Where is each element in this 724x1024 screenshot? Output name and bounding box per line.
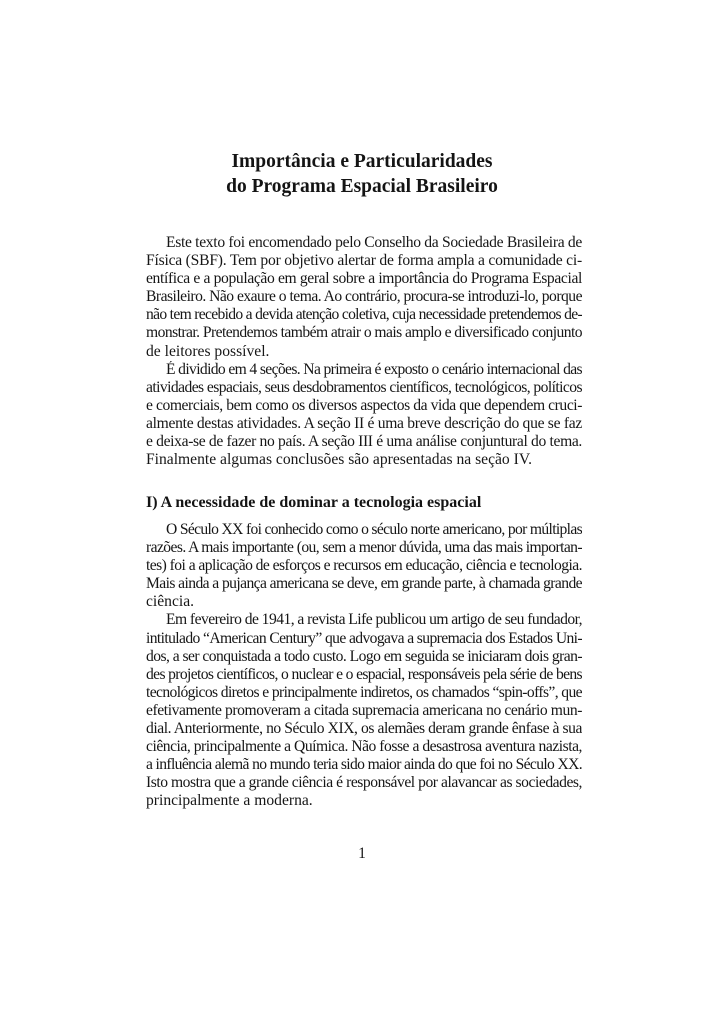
text-line: intitulado “American Century” que advogava a supremacia dos Estados Uni-: [146, 629, 582, 647]
intro-paragraph-1: [146, 234, 582, 361]
intro-paragraph-2: [146, 361, 582, 470]
title-line-1: Importância e Particularidades: [231, 151, 493, 172]
text-line: Isto mostra que a grande ciência é responsável por alavancar as sociedades,: [146, 774, 582, 792]
text-line: des projetos científicos, o nuclear e o espacial, responsáveis pela série de bens: [146, 665, 582, 683]
text-line: dial. Anteriormente, no Século XIX, os alemães deram grande ênfase à sua: [146, 720, 582, 738]
section-1-body: [146, 521, 582, 811]
text-line: Em fevereiro de 1941, a revista Life publicou um artigo de seu fundador,: [166, 611, 582, 629]
page-number: 1: [358, 845, 366, 862]
text-line: Brasileiro. Não exaure o tema. Ao contrário, procura-se introduzi-lo, porque: [146, 288, 582, 306]
text-line: O Século XX foi conhecido como o século norte americano, por múltiplas: [166, 521, 582, 538]
text-line: monstrar. Pretendemos também atrair o mais amplo e diversificado conjunto: [146, 324, 582, 342]
text-line: não tem recebido a devida atenção coletiva, cuja necessidade pretendemos de-: [146, 306, 582, 324]
text-line: Finalmente algumas conclusões são apresentadas na seção IV.: [146, 451, 532, 469]
text-line: e deixa-se de fazer no país. A seção III é uma análise conjuntural do tema.: [146, 433, 582, 451]
text-line: dos, a ser conquistada a todo custo. Logo em seguida se iniciaram dois gran-: [146, 647, 582, 665]
section-heading: I) A necessidade de dominar a tecnologia espacial: [146, 494, 482, 511]
text-line: Este texto foi encomendado pelo Conselho da Sociedade Brasileira de: [166, 234, 582, 251]
text-line: É dividido em 4 seções. Na primeira é exposto o cenário internacional das: [166, 360, 582, 378]
text-line: tes) foi a aplicação de esforços e recursos em educação, ciência e tecnologia.: [146, 557, 582, 575]
intro-section: [146, 234, 582, 469]
text-line: razões. A mais importante (ou, sem a menor dúvida, uma das mais importan-: [146, 539, 582, 557]
text-line: e comerciais, bem como os diversos aspectos da vida que dependem cruci-: [146, 396, 582, 414]
title-line-2: do Programa Espacial Brasileiro: [226, 176, 498, 197]
text-line: almente destas atividades. A seção II é uma breve descrição do que se faz: [146, 414, 582, 432]
text-line: de leitores possível.: [146, 342, 270, 360]
document-title: [0, 149, 724, 199]
section-1-paragraph-1: [146, 521, 582, 611]
text-line: principalmente a moderna.: [146, 792, 313, 810]
text-line: entífica e a população em geral sobre a importância do Programa Espacial: [146, 270, 582, 288]
text-line: ciência.: [146, 593, 195, 611]
section-1-paragraph-2: [146, 611, 582, 810]
text-line: tecnológicos diretos e principalmente indiretos, os chamados “spin-offs”, que: [146, 683, 582, 701]
text-line: Física (SBF). Tem por objetivo alertar de forma ampla a comunidade ci-: [146, 252, 582, 270]
text-line: ciência, principalmente a Química. Não fosse a desastrosa aventura nazista,: [146, 738, 582, 756]
text-line: atividades espaciais, seus desdobramentos científicos, tecnológicos, políticos: [146, 378, 582, 396]
text-line: a influência alemã no mundo teria sido maior ainda do que foi no Século XX.: [146, 756, 582, 774]
text-line: efetivamente promoveram a citada supremacia americana no cenário mun-: [146, 701, 582, 719]
text-line: Mais ainda a pujança americana se deve, em grande parte, à chamada grande: [146, 575, 582, 593]
